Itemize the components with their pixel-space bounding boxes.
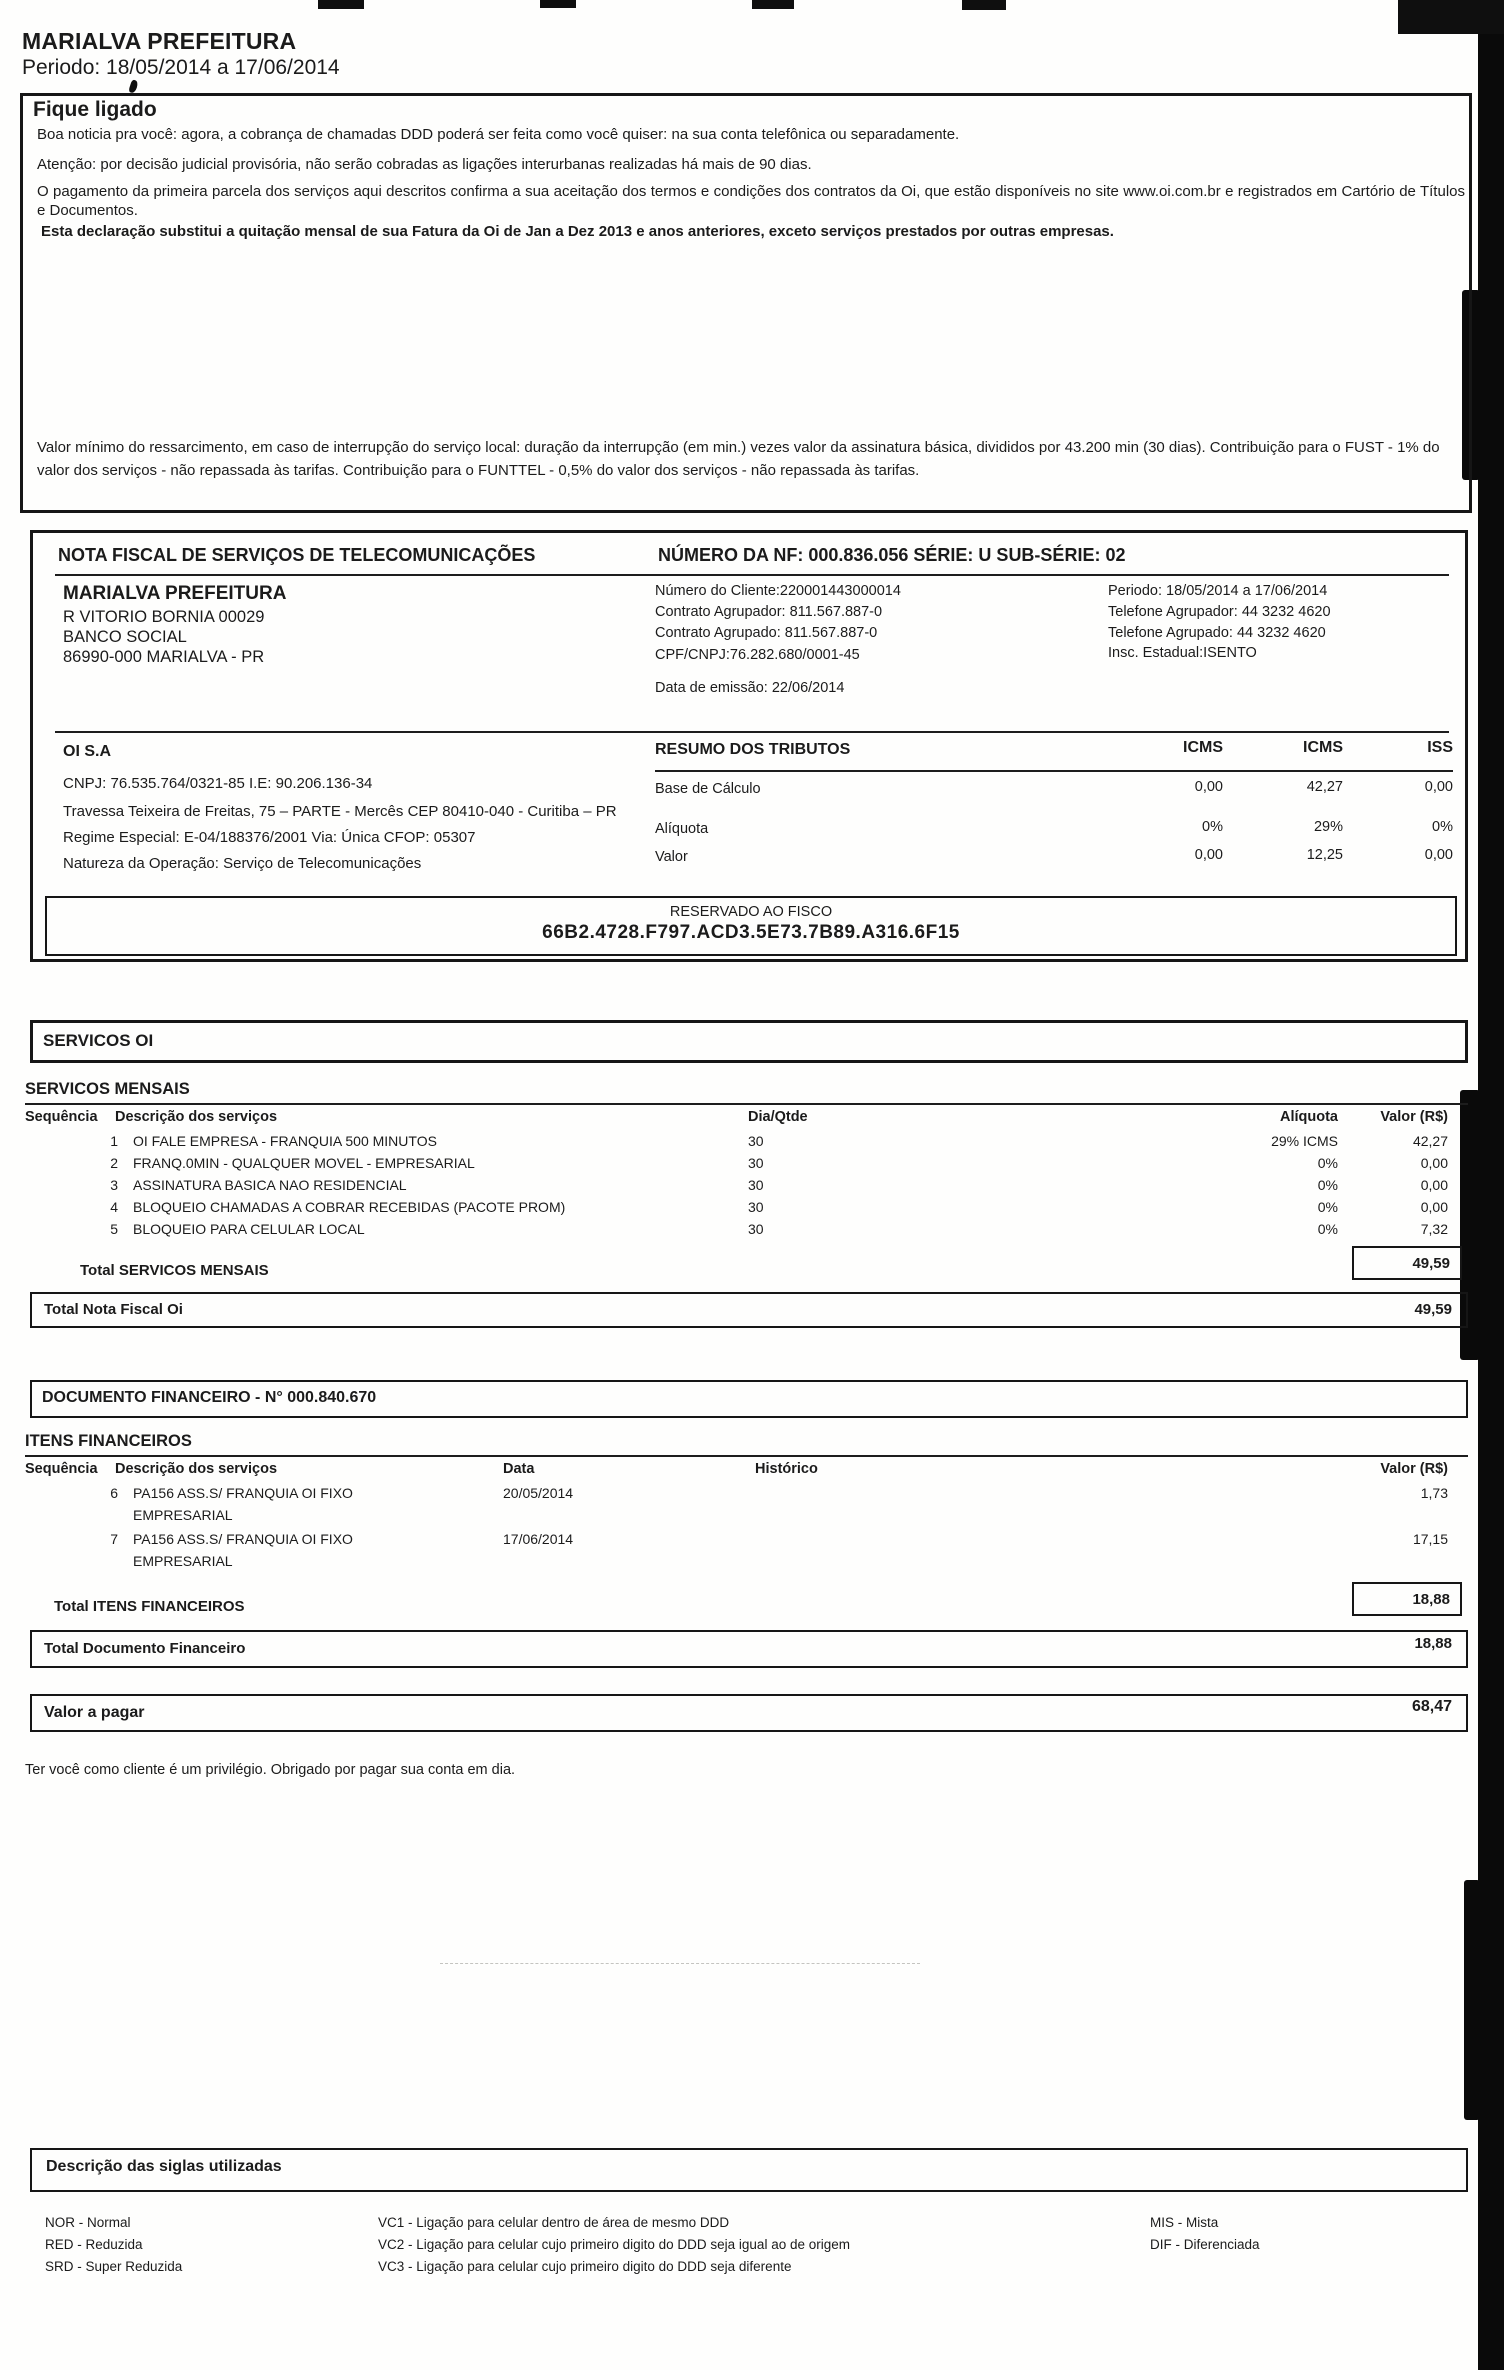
documento-financeiro-title: DOCUMENTO FINANCEIRO - N° 000.840.670: [42, 1389, 377, 1406]
row-qtde: 30: [748, 1133, 764, 1149]
row-desc-line2: EMPRESARIAL: [133, 1553, 233, 1569]
sigla-vc1: VC1 - Ligação para celular dentro de área de mesmo DDD: [378, 2215, 730, 2230]
notice-paragraph-3: O pagamento da primeira parcela dos serviços aqui descritos confirma a sua aceitação dos termos e condições dos contratos da Oi, que estão disponíveis no site www.oi.com.br e registrados em Cartório de Títulos e Documentos.: [37, 183, 1465, 219]
total-servicos-mensais-label: Total SERVICOS MENSAIS: [80, 1262, 269, 1279]
client-number: Número do Cliente:220001443000014: [655, 583, 901, 599]
inscricao-estadual: Insc. Estadual:ISENTO: [1108, 645, 1257, 661]
divider: [655, 770, 1453, 772]
divider: [55, 731, 1449, 733]
col-header-descricao: Descrição dos serviços: [115, 1109, 278, 1125]
total-itens-financeiros-label: Total ITENS FINANCEIROS: [54, 1598, 245, 1615]
scan-artifact: [962, 0, 1006, 10]
col-header-aliquota: Alíquota: [1280, 1109, 1338, 1125]
sigla-nor: NOR - Normal: [45, 2215, 131, 2230]
row-desc: ASSINATURA BASICA NAO RESIDENCIAL: [133, 1177, 407, 1193]
sigla-mis: MIS - Mista: [1150, 2215, 1219, 2230]
row-desc: BLOQUEIO PARA CELULAR LOCAL: [133, 1221, 365, 1237]
total-documento-box: [30, 1630, 1468, 1668]
row-seq: 3: [110, 1177, 118, 1193]
valor-a-pagar-value: 68,47: [1411, 1698, 1452, 1715]
telefone-agrupador: Telefone Agrupador: 44 3232 4620: [1108, 604, 1331, 620]
scan-artifact: [318, 0, 364, 9]
contrato-agrupado: Contrato Agrupado: 811.567.887-0: [655, 625, 878, 641]
tributos-col-iss: ISS: [1427, 739, 1453, 756]
scan-artifact: [128, 79, 139, 94]
row-seq: 6: [110, 1485, 118, 1501]
divider: [55, 574, 1449, 576]
col-header-sequencia: Sequência: [25, 1109, 98, 1125]
customer-address-3: 86990-000 MARIALVA - PR: [63, 648, 265, 666]
row-desc: BLOQUEIO CHAMADAS A COBRAR RECEBIDAS (PACOTE PROM): [133, 1199, 566, 1215]
tributos-cell: 0,00: [1424, 779, 1453, 795]
sigla-vc3: VC3 - Ligação para celular cujo primeiro digito do DDD seja diferente: [378, 2259, 792, 2274]
row-seq: 5: [110, 1221, 118, 1237]
siglas-box: [30, 2148, 1468, 2192]
row-aliquota: 0%: [1317, 1221, 1338, 1237]
customer-name: MARIALVA PREFEITURA: [63, 583, 287, 604]
row-data: 17/06/2014: [503, 1531, 574, 1547]
row-desc-line1: PA156 ASS.S/ FRANQUIA OI FIXO: [133, 1485, 353, 1501]
valor-a-pagar-label: Valor a pagar: [44, 1704, 145, 1721]
page-title: MARIALVA PREFEITURA: [22, 28, 297, 54]
scan-artifact-right-bar: [1478, 0, 1504, 2370]
row-aliquota: 0%: [1317, 1177, 1338, 1193]
tributos-cell: 0%: [1432, 819, 1453, 835]
row-valor: 7,32: [1420, 1221, 1448, 1237]
scan-artifact: [1464, 1880, 1480, 2120]
row-seq: 4: [110, 1199, 118, 1215]
tributos-cell: 29%: [1313, 819, 1343, 835]
col-header-data: Data: [503, 1461, 535, 1477]
tributos-cell: 12,25: [1306, 847, 1343, 863]
fisco-box: [45, 896, 1457, 956]
row-qtde: 30: [748, 1155, 764, 1171]
tributos-cell: 0,00: [1194, 847, 1223, 863]
fique-ligado-box: [20, 93, 1472, 513]
total-servicos-mensais-box: [1352, 1246, 1462, 1280]
siglas-title: Descrição das siglas utilizadas: [46, 2158, 282, 2175]
notice-paragraph-4: Esta declaração substitui a quitação mensal de sua Fatura da Oi de Jan a Dez 2013 e anos anteriores, exceto serviços prestados por outras empresas.: [41, 223, 1114, 240]
tributos-cell: 0,00: [1424, 847, 1453, 863]
total-itens-financeiros-box: [1352, 1582, 1462, 1616]
fisco-label: RESERVADO AO FISCO: [669, 904, 833, 920]
tributos-row-label: Base de Cálculo: [655, 781, 761, 797]
servicos-mensais-title: SERVICOS MENSAIS: [25, 1080, 190, 1098]
tributos-col-icms1: ICMS: [1183, 739, 1223, 756]
col-header-sequencia: Sequência: [25, 1461, 98, 1477]
sigla-red: RED - Reduzida: [45, 2237, 143, 2252]
tributos-col-icms2: ICMS: [1303, 739, 1343, 756]
row-valor: 0,00: [1420, 1155, 1448, 1171]
row-valor: 0,00: [1420, 1199, 1448, 1215]
row-qtde: 30: [748, 1221, 764, 1237]
total-nota-fiscal-value: 49,59: [1414, 1301, 1452, 1318]
sigla-vc2: VC2 - Ligação para celular cujo primeiro digito do DDD seja igual ao de origem: [378, 2237, 850, 2252]
col-header-valor: Valor (R$): [1380, 1461, 1448, 1477]
scan-artifact: [440, 1963, 920, 1964]
notice-paragraph-2: Atenção: por decisão judicial provisória, não serão cobradas as ligações interurbanas realizadas há mais de 90 dias.: [37, 156, 812, 173]
sigla-dif: DIF - Diferenciada: [1150, 2237, 1260, 2252]
nota-fiscal-title: NOTA FISCAL DE SERVIÇOS DE TELECOMUNICAÇÕES: [58, 545, 536, 565]
row-valor: 42,27: [1412, 1133, 1448, 1149]
total-documento-value: 18,88: [1414, 1635, 1452, 1652]
total-servicos-mensais-value: 49,59: [1412, 1255, 1450, 1272]
servicos-oi-title: SERVICOS OI: [43, 1031, 154, 1050]
valor-a-pagar-box: [30, 1694, 1468, 1732]
scan-artifact: [1398, 0, 1504, 34]
total-documento-label: Total Documento Financeiro: [44, 1640, 246, 1657]
nf-number: NÚMERO DA NF: 000.836.056 SÉRIE: U SUB-SÉRIE: 02: [658, 545, 1126, 565]
scan-artifact: [540, 0, 576, 8]
issuer-cnpj: CNPJ: 76.535.764/0321-85 I.E: 90.206.136-34: [63, 775, 373, 792]
tributos-cell: 0%: [1202, 819, 1223, 835]
scan-artifact: [752, 0, 794, 9]
divider: [25, 1103, 1468, 1105]
col-header-historico: Histórico: [755, 1461, 818, 1477]
row-aliquota: 0%: [1317, 1199, 1338, 1215]
issuer-natureza: Natureza da Operação: Serviço de Telecomunicações: [63, 855, 422, 872]
row-valor: 17,15: [1412, 1531, 1448, 1547]
tributos-cell: 0,00: [1194, 779, 1223, 795]
col-header-descricao: Descrição dos serviços: [115, 1461, 278, 1477]
servicos-oi-box: [30, 1020, 1468, 1063]
issuer-name: OI S.A: [63, 743, 112, 760]
row-desc: FRANQ.0MIN - QUALQUER MOVEL - EMPRESARIAL: [133, 1155, 475, 1171]
notice-footnote: Valor mínimo do ressarcimento, em caso de interrupção do serviço local: duração da interrupção (em min.) vezes valor da assinatura básica, divididos por 43.200 min (30 dias). Contribuição para o FUST - 1% do valor dos serviços - não repassada às tarifas. Contribuição para o FUNTTEL - 0,5% do valor dos serviços - não repassada às tarifas.: [37, 439, 1440, 479]
thank-you-message: Ter você como cliente é um privilégio. Obrigado por pagar sua conta em dia.: [25, 1762, 516, 1778]
row-desc-line2: EMPRESARIAL: [133, 1507, 233, 1523]
contrato-agrupador: Contrato Agrupador: 811.567.887-0: [655, 604, 883, 620]
sigla-srd: SRD - Super Reduzida: [45, 2259, 183, 2274]
nota-fiscal-box: [30, 530, 1468, 962]
row-qtde: 30: [748, 1177, 764, 1193]
tributos-cell: 42,27: [1306, 779, 1343, 795]
tributos-row-label: Alíquota: [655, 821, 709, 837]
row-data: 20/05/2014: [503, 1485, 574, 1501]
col-header-qtde: Dia/Qtde: [748, 1109, 808, 1125]
row-seq: 2: [110, 1155, 118, 1171]
row-aliquota: 0%: [1317, 1155, 1338, 1171]
emission-date: Data de emissão: 22/06/2014: [655, 680, 845, 696]
row-valor: 1,73: [1420, 1485, 1448, 1501]
row-seq: 7: [110, 1531, 118, 1547]
fique-ligado-title: Fique ligado: [33, 98, 157, 121]
detail-period: Periodo: 18/05/2014 a 17/06/2014: [1108, 583, 1328, 599]
tributos-title: RESUMO DOS TRIBUTOS: [655, 741, 851, 758]
row-qtde: 30: [748, 1199, 764, 1215]
telefone-agrupado: Telefone Agrupado: 44 3232 4620: [1108, 625, 1326, 641]
billing-period: Periodo: 18/05/2014 a 17/06/2014: [22, 56, 340, 79]
notice-paragraph-1: Boa noticia pra você: agora, a cobrança de chamadas DDD poderá ser feita como você quiser: na sua conta telefônica ou separadamente.: [37, 126, 960, 143]
fisco-code: 66B2.4728.F797.ACD3.5E73.7B89.A316.6F15: [542, 922, 960, 943]
tributos-row-label: Valor: [655, 849, 688, 865]
total-nota-fiscal-box: [30, 1292, 1468, 1328]
documento-financeiro-box: [30, 1380, 1468, 1418]
total-itens-financeiros-value: 18,88: [1412, 1591, 1450, 1608]
total-nota-fiscal-label: Total Nota Fiscal Oi: [44, 1301, 183, 1318]
issuer-address: Travessa Teixeira de Freitas, 75 – PARTE - Mercês CEP 80410-040 - Curitiba – PR: [63, 803, 617, 820]
cpf-cnpj: CPF/CNPJ:76.282.680/0001-45: [655, 647, 860, 663]
itens-financeiros-title: ITENS FINANCEIROS: [25, 1432, 192, 1450]
row-aliquota: 29% ICMS: [1271, 1133, 1338, 1149]
customer-address-1: R VITORIO BORNIA 00029: [63, 608, 265, 626]
row-seq: 1: [110, 1133, 118, 1149]
issuer-regime: Regime Especial: E-04/188376/2001 Via: Única CFOP: 05307: [63, 829, 476, 846]
row-desc: OI FALE EMPRESA - FRANQUIA 500 MINUTOS: [133, 1133, 437, 1149]
row-valor: 0,00: [1420, 1177, 1448, 1193]
divider: [25, 1455, 1468, 1457]
customer-address-2: BANCO SOCIAL: [63, 628, 187, 646]
col-header-valor: Valor (R$): [1380, 1109, 1448, 1125]
row-desc-line1: PA156 ASS.S/ FRANQUIA OI FIXO: [133, 1531, 353, 1547]
